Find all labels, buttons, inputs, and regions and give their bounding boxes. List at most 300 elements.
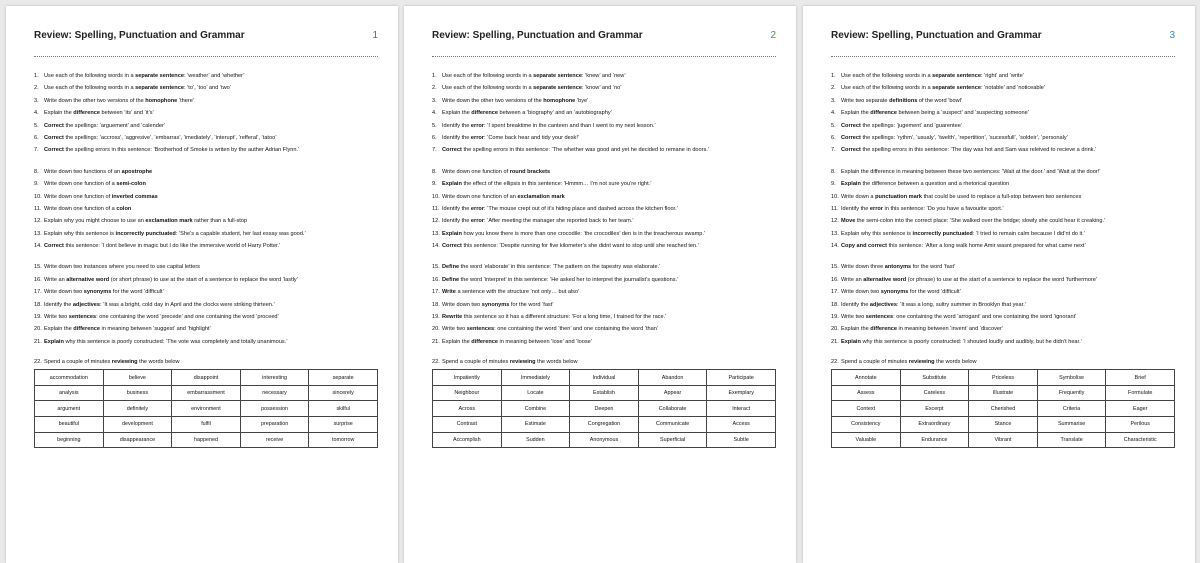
question-item	[34, 240, 378, 252]
table-cell: Frequently	[1037, 385, 1106, 401]
question-keyword: apostrophe	[121, 168, 153, 175]
question-item	[432, 166, 776, 178]
table-cell: Contrast	[433, 416, 502, 432]
table-row	[832, 401, 1175, 417]
question-text: this sentence: ‘Despite running for five kilometer’s she didnt want to stop until she reached ten.’	[461, 243, 699, 250]
question-number: 13.	[432, 230, 440, 237]
question-number: 19.	[831, 314, 839, 321]
question-text: Identify the	[442, 122, 471, 129]
question-text: that could be used to replace a full-stop between two sentences	[922, 193, 1082, 200]
question-number: 7.	[831, 147, 836, 154]
question-text: in meaning between ‘lose’ and ‘loose’	[497, 338, 592, 345]
question-number: 20.	[432, 326, 440, 333]
question-item	[432, 215, 776, 227]
question-number: 8.	[432, 168, 437, 175]
question-keyword: reviewing	[908, 359, 935, 366]
table-row	[433, 416, 776, 432]
question-item	[831, 166, 1175, 178]
question-keyword: Correct	[841, 147, 861, 154]
question-item	[432, 261, 776, 273]
page-number: 3	[1169, 30, 1175, 41]
question-text: in meaning between ‘invent’ and ‘discover’	[896, 326, 1004, 333]
question-text: Explain why this sentence is	[841, 230, 913, 237]
question-keyword: difference	[471, 338, 498, 345]
question-text: Identify the	[442, 134, 471, 141]
question-text: : ‘weather’ and ‘whether’	[183, 73, 245, 79]
table-cell: surprise	[309, 416, 378, 432]
table-cell: Criteria	[1037, 401, 1106, 417]
question-item	[34, 70, 378, 82]
question-text: Use each of the following words in a	[841, 85, 933, 92]
table-cell: Superficial	[638, 432, 707, 448]
table-cell: argument	[35, 401, 104, 417]
table-cell: Annotate	[832, 370, 901, 386]
table-cell: Exemplary	[707, 385, 776, 401]
question-text: Explain the	[44, 326, 74, 333]
question-number: 17.	[831, 289, 839, 296]
table-cell: Assess	[832, 385, 901, 401]
question-number: 14.	[432, 243, 440, 250]
question-text: a sentence with the structure ‘not only… but also’	[455, 289, 580, 296]
question-keyword: adjectives	[72, 301, 100, 308]
question-number: 12.	[34, 218, 42, 225]
question-keyword: Copy and correct	[841, 243, 888, 250]
question-keyword: Correct	[44, 122, 64, 129]
table-cell: Endurance	[900, 432, 969, 448]
review-instruction	[831, 356, 1175, 368]
question-text: the semi-colon into the correct place: ‘She walked over the bridge; slowly she could hear it creaking.’	[855, 218, 1106, 225]
question-text: Explain the	[44, 110, 74, 117]
question-group	[34, 70, 378, 157]
question-keyword: error	[470, 134, 484, 141]
question-text: Use each of the following words in a	[44, 73, 136, 79]
question-text: (or phrase) to use at the start of a sentence to replace the word ‘furthermore’	[906, 276, 1098, 283]
question-text: : one containing the word ‘precede’ and one containing the word ‘proceed’	[96, 314, 279, 321]
question-number: 20.	[831, 326, 839, 333]
question-text: Write down two functions of an	[44, 168, 122, 175]
question-number: 6.	[831, 134, 836, 141]
question-item	[432, 286, 776, 298]
question-item	[432, 70, 776, 82]
table-cell: sincerely	[309, 385, 378, 401]
question-item	[34, 95, 378, 107]
question-text: Explain the	[442, 110, 472, 117]
question-keyword: Correct	[442, 243, 462, 250]
question-item	[432, 323, 776, 335]
question-keyword: alternative word	[66, 276, 110, 283]
table-cell: skilful	[309, 401, 378, 417]
question-keyword: sentences	[466, 326, 495, 333]
table-cell: beginning	[35, 432, 104, 448]
table-cell: Perilous	[1106, 416, 1175, 432]
table-cell: necessary	[240, 385, 309, 401]
question-text: : ‘notable’ and ‘noticeable’	[980, 85, 1046, 92]
question-text: the words below	[535, 359, 578, 366]
question-text: Write down one function of a	[44, 205, 117, 212]
question-keyword: separate sentence	[135, 85, 184, 92]
question-text: why this sentence is poorly constructed: ‘The vote was completely and totally unanimous.’	[63, 338, 288, 345]
question-keyword: Write	[442, 289, 456, 296]
question-keyword: homophone	[145, 97, 178, 104]
question-number: 12.	[432, 218, 440, 225]
question-item	[34, 120, 378, 132]
question-text: Write two	[44, 314, 69, 321]
table-row	[832, 432, 1175, 448]
question-keyword: error	[470, 218, 484, 225]
page-title: Review: Spelling, Punctuation and Grammar	[432, 30, 643, 41]
question-item	[831, 178, 1175, 190]
question-item	[831, 95, 1175, 107]
question-keyword: Explain	[44, 338, 64, 345]
question-number: 16.	[432, 276, 440, 283]
table-cell: Brief	[1106, 370, 1175, 386]
question-number: 17.	[432, 289, 440, 296]
table-cell: Locate	[501, 385, 570, 401]
question-text: Use each of the following words in a	[841, 73, 933, 79]
table-cell: Illustrate	[969, 385, 1038, 401]
question-number: 16.	[34, 276, 42, 283]
question-text: ‘there’	[177, 97, 195, 104]
question-item	[831, 240, 1175, 252]
question-keyword: difference	[73, 110, 100, 117]
question-keyword: exclamation mark	[517, 193, 565, 200]
table-cell: development	[103, 416, 172, 432]
question-group	[34, 261, 378, 348]
page-header	[432, 6, 776, 57]
table-row	[433, 401, 776, 417]
table-cell: Appear	[638, 385, 707, 401]
question-number: 1.	[34, 73, 39, 79]
table-cell: Eager	[1106, 401, 1175, 417]
question-text: this sentence: ‘I dont believe in magic but I do like the immersive world of Harry Potter.’	[63, 243, 281, 250]
question-item	[831, 191, 1175, 203]
question-text: Write down two	[442, 301, 482, 308]
question-text: Write two	[442, 326, 467, 333]
question-item	[34, 107, 378, 119]
question-text: the spellings: ‘jugement’ and ‘guarentee’	[860, 122, 963, 129]
question-item	[432, 203, 776, 215]
question-item	[34, 228, 378, 240]
question-text: : one containing the word ‘arrogant’ and one containing the word ‘ignorant’	[893, 314, 1077, 321]
question-text: Identify the	[44, 301, 73, 308]
question-number: 5.	[34, 122, 39, 129]
question-number: 16.	[831, 276, 839, 283]
question-keyword: incorrectly punctuated	[115, 230, 176, 237]
table-cell: Immediately	[501, 370, 570, 386]
table-cell: analysis	[35, 385, 104, 401]
question-item	[432, 144, 776, 156]
question-keyword: Correct	[44, 134, 64, 141]
question-number: 21.	[432, 338, 440, 345]
table-cell: Substitute	[900, 370, 969, 386]
question-text: : ‘It was a long, sultry summer in Brooklyn that year.’	[896, 301, 1027, 308]
question-keyword: error	[470, 205, 484, 212]
question-keyword: Correct	[44, 147, 64, 154]
question-item	[34, 299, 378, 311]
worksheet-page-2	[404, 6, 796, 563]
question-group	[34, 166, 378, 253]
table-cell: Anonymous	[570, 432, 639, 448]
question-number: 19.	[432, 314, 440, 321]
table-cell: Cherished	[969, 401, 1038, 417]
question-item	[34, 286, 378, 298]
question-keyword: error	[470, 122, 484, 129]
question-keyword: difference	[870, 326, 897, 333]
question-keyword: Define	[442, 276, 460, 283]
question-number: 2.	[34, 85, 39, 92]
question-keyword: sentences	[68, 314, 97, 321]
table-cell: business	[103, 385, 172, 401]
question-keyword: difference	[870, 110, 897, 117]
table-row	[433, 385, 776, 401]
question-number: 5.	[831, 122, 836, 129]
table-cell: Across	[433, 401, 502, 417]
table-cell: beautiful	[35, 416, 104, 432]
question-text: the spelling errors in this sentence: ‘Brotherhod of Smoke is writen by the auther Adrian Flynn.’	[63, 147, 300, 154]
question-keyword: antonyms	[884, 264, 912, 271]
table-cell: environment	[172, 401, 241, 417]
table-cell: Access	[707, 416, 776, 432]
question-item	[831, 311, 1175, 323]
question-item	[34, 215, 378, 227]
question-text: Write an	[44, 276, 67, 283]
table-cell: Interact	[707, 401, 776, 417]
question-item	[34, 261, 378, 273]
question-keyword: synonyms	[83, 289, 112, 296]
question-item	[432, 191, 776, 203]
question-group	[432, 166, 776, 253]
question-item	[831, 132, 1175, 144]
question-number: 11.	[34, 205, 42, 212]
question-number: 5.	[432, 122, 437, 129]
question-keyword: colon	[116, 205, 132, 212]
question-text: Identify the	[841, 301, 870, 308]
question-keyword: synonyms	[481, 301, 510, 308]
question-text: Identify the	[442, 218, 471, 225]
question-number: 6.	[432, 134, 437, 141]
question-text: ‘bye’	[575, 97, 589, 104]
question-item	[432, 82, 776, 94]
table-cell: definitely	[103, 401, 172, 417]
question-number: 15.	[34, 264, 42, 271]
question-number: 18.	[34, 301, 42, 308]
question-number: 22.	[432, 359, 440, 366]
question-item	[432, 132, 776, 144]
table-cell: Stance	[969, 416, 1038, 432]
question-item	[831, 144, 1175, 156]
question-keyword: incorrectly punctuated	[912, 230, 973, 237]
table-row	[832, 370, 1175, 386]
table-row	[433, 432, 776, 448]
question-keyword: Correct	[841, 122, 861, 129]
question-keyword: Move	[841, 218, 856, 225]
review-words-table	[34, 369, 378, 448]
question-item	[34, 82, 378, 94]
question-text: Write down one function of an	[442, 193, 518, 200]
table-row	[433, 370, 776, 386]
table-cell: Formulate	[1106, 385, 1175, 401]
question-text: the spellings: ‘accross’, ‘aggresive’, ‘embarras’, ‘imediately’, ‘interupt’, ‘refferal’, ‘tatoo’	[63, 134, 277, 141]
table-cell: Valuable	[832, 432, 901, 448]
page-number: 2	[770, 30, 776, 41]
question-number: 8.	[34, 168, 39, 175]
question-text: the spelling errors in this sentence: ‘The whether was good and yet he decided to remane in doors.’	[461, 147, 710, 154]
question-keyword: reviewing	[111, 359, 138, 366]
question-text: (or short phrase) to use at the start of a sentence to replace the word ‘lastly’	[109, 276, 298, 283]
question-item	[34, 336, 378, 348]
question-keyword: adjectives	[869, 301, 897, 308]
question-number: 1.	[432, 73, 437, 79]
question-text: Write two	[841, 314, 866, 321]
question-text: Write down a	[841, 193, 876, 200]
table-cell: Participate	[707, 370, 776, 386]
question-text: : ‘I spent breaktime in the canteen and than I went to my next lesson.’	[483, 122, 656, 129]
question-text: this sentence: ‘After a long walk home Amir wasnt prepared for what came next’	[887, 243, 1086, 250]
question-text: Write down two instances where you need to use capital letters	[44, 264, 200, 271]
question-keyword: separate sentence	[533, 85, 582, 92]
question-number: 3.	[831, 97, 836, 104]
review-instruction	[432, 356, 776, 368]
table-cell: Subtle	[707, 432, 776, 448]
question-number: 18.	[831, 301, 839, 308]
question-text: : ‘Come back hear and tidy your desk!’	[483, 134, 580, 141]
table-cell: Symbolise	[1037, 370, 1106, 386]
question-group	[831, 70, 1175, 157]
table-cell: Extraordinary	[900, 416, 969, 432]
question-item	[34, 311, 378, 323]
question-number: 18.	[432, 301, 440, 308]
question-text: Use each of the following words in a	[44, 85, 136, 92]
question-text: Spend a couple of minutes	[841, 359, 909, 366]
review-instruction	[34, 356, 378, 368]
question-text: the spellings: ‘rythm’, ‘usualy’, ‘twelth’, ‘repertition’, ‘sucessfull’, ‘soldeir’, ‘personaly’	[860, 134, 1068, 141]
question-text: Write down one function of	[442, 168, 510, 175]
question-text: the spelling errors in this sentence: ‘The day was hot and Sam was releived to recieve a drink.’	[860, 147, 1097, 154]
question-number: 4.	[432, 110, 437, 117]
table-cell: interesting	[240, 370, 309, 386]
question-text: between being a ‘suspect’ and ‘suspecting someone’	[896, 110, 1029, 117]
question-text: Explain why this sentence is	[44, 230, 116, 237]
table-cell: Establish	[570, 385, 639, 401]
table-cell: Priceless	[969, 370, 1038, 386]
question-keyword: Correct	[442, 147, 462, 154]
question-number: 22.	[34, 359, 42, 366]
question-item	[34, 166, 378, 178]
worksheet-page-1	[6, 6, 398, 563]
question-text: the difference between a question and a rhetorical question	[860, 181, 1010, 188]
question-number: 1.	[831, 73, 836, 79]
table-cell: Impatiently	[433, 370, 502, 386]
question-item	[831, 70, 1175, 82]
question-text: Identify the	[442, 205, 471, 212]
question-item	[432, 228, 776, 240]
question-number: 20.	[34, 326, 42, 333]
table-cell: Communicate	[638, 416, 707, 432]
table-cell: Excerpt	[900, 401, 969, 417]
question-number: 4.	[831, 110, 836, 117]
question-text: Write down two	[841, 289, 881, 296]
question-number: 9.	[831, 181, 836, 188]
question-keyword: definitions	[889, 97, 918, 104]
question-text: Explain the	[841, 110, 871, 117]
question-text: between a ‘biography’ and an ‘autobiography’	[497, 110, 612, 117]
question-text: Identify the	[841, 205, 870, 212]
page-header	[831, 6, 1175, 57]
page-header	[34, 6, 378, 57]
table-cell: believe	[103, 370, 172, 386]
table-cell: Neighbour	[433, 385, 502, 401]
question-number: 9.	[34, 181, 39, 188]
question-number: 15.	[432, 264, 440, 271]
question-text: the word ‘interpret’ in this sentence: ‘He asked her to interpret the journalist’s questions.’	[459, 276, 679, 283]
table-cell: Combine	[501, 401, 570, 417]
question-number: 21.	[831, 338, 839, 345]
table-row	[35, 401, 378, 417]
question-text: Write down one function of	[44, 193, 112, 200]
table-cell: happened	[172, 432, 241, 448]
question-item	[831, 120, 1175, 132]
question-text: in this sentence: ‘Do you have a favourite sport.’	[882, 205, 1004, 212]
table-cell: tomorrow	[309, 432, 378, 448]
question-number: 21.	[34, 338, 42, 345]
question-text: : one containing the word ‘then’ and one containing the word ‘than’	[494, 326, 659, 333]
question-text: Explain why you might choose to use an	[44, 218, 146, 225]
question-text: Spend a couple of minutes	[44, 359, 112, 366]
review-words-table	[432, 369, 776, 448]
question-number: 8.	[831, 168, 836, 175]
table-cell: disappoint	[172, 370, 241, 386]
page-number: 1	[372, 30, 378, 41]
question-number: 3.	[34, 97, 39, 104]
question-keyword: reviewing	[509, 359, 536, 366]
question-keyword: difference	[471, 110, 498, 117]
question-number: 22.	[831, 359, 839, 366]
question-text: Write two separate	[841, 97, 890, 104]
table-row	[832, 416, 1175, 432]
table-cell: Consistency	[832, 416, 901, 432]
question-text: for the word ‘difficult’	[111, 289, 164, 296]
question-keyword: separate sentence	[135, 73, 184, 79]
question-number: 10.	[432, 193, 440, 200]
question-item	[34, 323, 378, 335]
question-text: the spellings: ‘arguement’ and ‘calender’	[63, 122, 166, 129]
table-cell: embarrassment	[172, 385, 241, 401]
question-text: : ‘know’ and ‘no’	[581, 85, 622, 92]
question-keyword: homophone	[543, 97, 576, 104]
table-cell: disappearance	[103, 432, 172, 448]
table-cell: Characteristic	[1106, 432, 1175, 448]
table-cell: Careless	[900, 385, 969, 401]
worksheet-page-3	[803, 6, 1195, 563]
question-keyword: separate sentence	[932, 85, 981, 92]
table-cell: Abandon	[638, 370, 707, 386]
question-number: 6.	[34, 134, 39, 141]
question-text: Write down two	[44, 289, 84, 296]
table-cell: Sudden	[501, 432, 570, 448]
question-keyword: difference	[73, 326, 100, 333]
question-item	[831, 82, 1175, 94]
question-text: for the word ‘difficult’	[908, 289, 961, 296]
table-cell: possession	[240, 401, 309, 417]
question-text: : ‘knew’ and ‘new’	[581, 73, 626, 79]
question-item	[432, 299, 776, 311]
page-title: Review: Spelling, Punctuation and Grammar	[34, 30, 245, 41]
question-keyword: Correct	[841, 134, 861, 141]
question-text: Write down the other two versions of the	[44, 97, 146, 104]
question-text: : ‘It was a bright, cold day in April and the clocks were striking thirteen.’	[99, 301, 275, 308]
question-keyword: semi-colon	[116, 181, 146, 188]
question-item	[34, 178, 378, 190]
